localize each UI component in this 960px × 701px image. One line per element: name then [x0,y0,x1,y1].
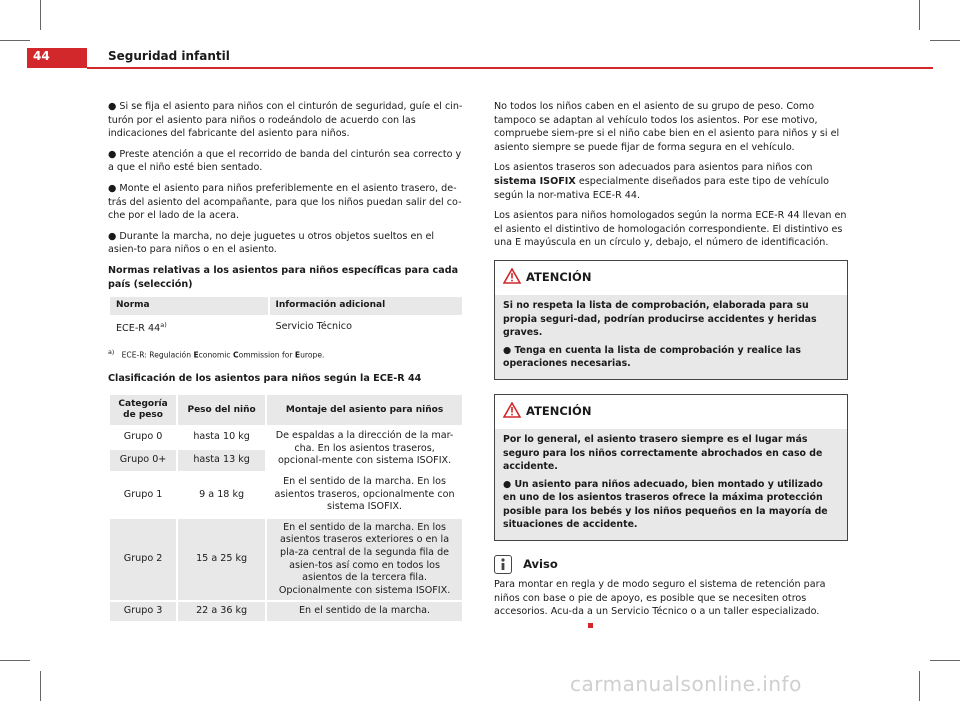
bullet-item: ● Preste atención a que el recorrido de banda del cinturón sea correcto y a que el niño esté bien sentado. [108,148,462,174]
warning-triangle-icon [503,402,521,418]
table-row: Grupo 0+ hasta 13 kg [110,450,462,471]
crop-mark [40,671,41,701]
bullet-item: ● Monte el asiento para niños preferiblemente en el asiento trasero, de-trás del asiento del acompañante, para que los niños puedan salir del co-che por el lado de la acera. [108,182,462,222]
crop-mark [930,40,960,41]
table-row: Grupo 2 15 a 25 kg En el sentido de la marcha. En los asientos traseros exteriores o en la pla-za central de la segunda fila de asien-tos así como en todos los asientos de la tercera fila. Opcionalmente con sistema ISOFIX. [110,519,462,601]
classification-table [108,393,464,623]
right-column [494,100,848,639]
crop-mark [0,660,30,661]
warning-box: ATENCIÓN Por lo general, el asiento trasero siempre es el lugar más seguro para los niños correctamente abrochados en caso de accidente. ● Un asiento para niños adecuado, bien montado y utilizado en uno de los asientos traseros ofrece la máxima protección posible para los bebés y los niños pequeños en la mayoría de situaciones de accidente. [494,394,848,541]
footnote: $^{a)}$ ECE-R: Regulación Economic Commission for Europe. [108,348,325,360]
page-title: Seguridad infantil [108,49,230,63]
note-text: Para montar en regla y de modo seguro el sistema de retención para niños con base o pie de apoyo, es posible que se necesiten otros accesorios. Acu-da a un Servicio Técnico o a un taller especializado. [494,578,848,632]
paragraph: Los asientos traseros son adecuados para asientos para niños con sistema ISOFIX especialmente diseñados para este tipo de vehículo según la nor-mativa ECE-R 44. [494,162,830,201]
table-row: Grupo 3 22 a 36 kg En el sentido de la marcha. [110,602,462,621]
paragraph: Los asientos para niños homologados según la norma ECE-R 44 llevan en el asiento el distintivo de homologación correspondiente. El distintivo es una E mayúscula en un círculo y, debajo, el número de identificación. [494,210,847,249]
norma-value: ECE-R 44 [116,322,161,334]
paragraph: No todos los niños caben en el asiento de su grupo de peso. Como tampoco se adaptan al vehículo todos los asientos. Por ese motivo, compruebe siem-pre si el niño cabe bien en el asiento para niños y si el asiento siempre se puede fijar de forma segura en el vehículo. [494,101,840,153]
crop-mark [919,671,920,701]
info-value: Servicio Técnico [275,321,352,333]
page-number: 44 [33,49,50,63]
norms-table [108,295,464,339]
norms-header-norma: Norma [110,297,268,315]
crop-mark [919,0,920,30]
norms-heading: Normas relativas a los asientos para niños específicas para cada país (selección) [108,264,459,290]
warning-title: ATENCIÓN [526,403,592,418]
crop-mark [40,0,41,30]
watermark: carmanualsonline.info [570,672,802,696]
left-column [108,100,464,623]
table-row: Grupo 1 9 a 18 kg En el sentido de la marcha. En los asientos traseros, opcionalmente con sistema ISOFIX. [123,476,455,513]
warning-box: ATENCIÓN Si no respeta la lista de comprobación, elaborada para su propia seguri-dad, podrían producirse accidentes y heridas graves. ● Tenga en cuenta la lista de comprobación y realice las operaciones necesarias. [494,260,848,380]
bullet-item: ● Si se fija el asiento para niños con el cinturón de seguridad, guíe el cin-turón por el asiento para niños o rodeándolo de acuerdo con las indicaciones del fabricante del asiento para niños. [108,101,463,140]
header-rule [87,67,933,69]
warning-triangle-icon [503,268,521,284]
section-end-mark [588,623,593,628]
col-header-category: Categoría de peso [110,395,176,425]
footnote-ref: a) [160,320,167,329]
col-header-weight: Peso del niño [178,395,265,425]
col-header-mounting: Montaje del asiento para niños [267,395,462,425]
info-note-icon [494,555,512,574]
table-row: Grupo 0 hasta 10 kg De espaldas a la dirección de la mar-cha. En los asientos traseros, opcional-mente con sistema ISOFIX. [110,427,462,448]
crop-mark [0,40,30,41]
bullet-item: ● Durante la marcha, no deje juguetes u otros objetos sueltos en el asien-to para niños o en el asiento. [108,230,435,256]
warning-title: ATENCIÓN [526,269,592,284]
norms-header-info: Información adicional [270,297,463,315]
table-row [110,317,462,338]
note-title: Aviso [523,556,558,571]
note-section [494,555,848,632]
crop-mark [930,660,960,661]
merged-mounting-cell: De espaldas a la dirección de la mar-cha. En los asientos traseros, opcional-mente con sistema ISOFIX. [275,430,454,467]
classification-heading: Clasificación de los asientos para niños según la ECE-R 44 [108,372,422,384]
